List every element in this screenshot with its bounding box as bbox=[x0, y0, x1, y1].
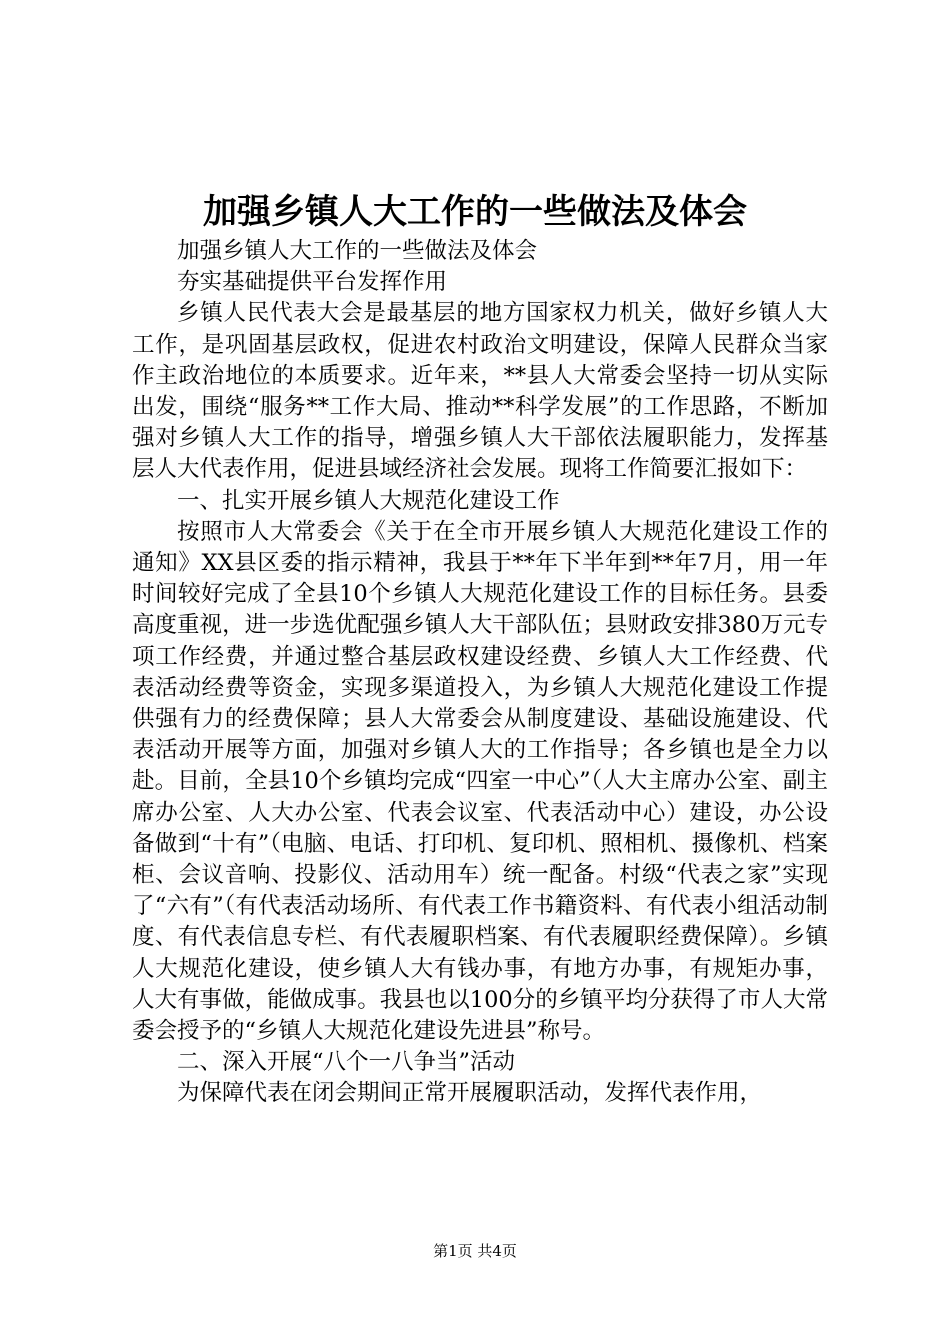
paragraph: 加强乡镇人大工作的一些做法及体会 bbox=[177, 238, 538, 264]
paragraph: 按照市人大常委会《关于在全市开展乡镇人大规范化建设工作的通知》XX县区委的指示精神，我县于**年下半年到**年7月，用一年时间较好完成了全县10个乡镇人大规范化建设工作的目标任务。县委高度重视，进一步选优配强乡镇人大干部队伍；县财政安排380万元专项工作经费，并通过整合基层政权建设经费、乡镇人大工作经费、代表活动经费等资金，实现多渠道投入，为乡镇人大规范化建设工作提供强有力的经费保障；县人大常委会从制度建设、基础设施建设、代表活动开展等方面，加强对乡镇人大的工作指导；各乡镇也是全力以赴。目前，全县10个乡镇均完成“四室一中心”（人大主席办公室、副主席办公室、人大办公室、代表会议室、代表活动中心）建设，办公设备做到“十有”（电脑、电话、打印机、复印机、照相机、摄像机、档案柜、会议音响、投影仪、活动用车）统一配备。村级“代表之家”实现了“六有”（有代表活动场所、有代表工作书籍资料、有代表小组活动制度、有代表信息专栏、有代表履职档案、有代表履职经费保障）。乡镇人大规范化建设，使乡镇人大有钱办事，有地方办事，有规矩办事，人大有事做，能做成事。我县也以100分的乡镇平均分获得了市人大常委会授予的“乡镇人大规范化建设先进县”称号。 bbox=[132, 518, 828, 1045]
document-title: 加强乡镇人大工作的一些做法及体会 bbox=[203, 192, 747, 232]
page-footer: 第1页 共4页 bbox=[433, 1242, 517, 1260]
section-heading: 二、深入开展“八个一八争当”活动 bbox=[177, 1049, 516, 1076]
document-body bbox=[132, 236, 828, 1110]
paragraph: 乡镇人民代表大会是最基层的地方国家权力机关，做好乡镇人大工作，是巩固基层政权，促进农村政治文明建设，保障人民群众当家作主政治地位的本质要求。近年来，**县人大常委会坚持一切从实际出发，围绕“服务**工作大局、推动**科学发展”的工作思路，不断加强对乡镇人大工作的指导，增强乡镇人大干部依法履职能力，发挥基层人大代表作用，促进县域经济社会发展。现将工作简要汇报如下： bbox=[132, 300, 828, 483]
paragraph: 为保障代表在闭会期间正常开展履职活动，发挥代表作用， bbox=[177, 1080, 763, 1107]
paragraph: 夯实基础提供平台发挥作用 bbox=[177, 269, 448, 296]
section-heading: 一、扎实开展乡镇人大规范化建设工作 bbox=[177, 487, 560, 514]
